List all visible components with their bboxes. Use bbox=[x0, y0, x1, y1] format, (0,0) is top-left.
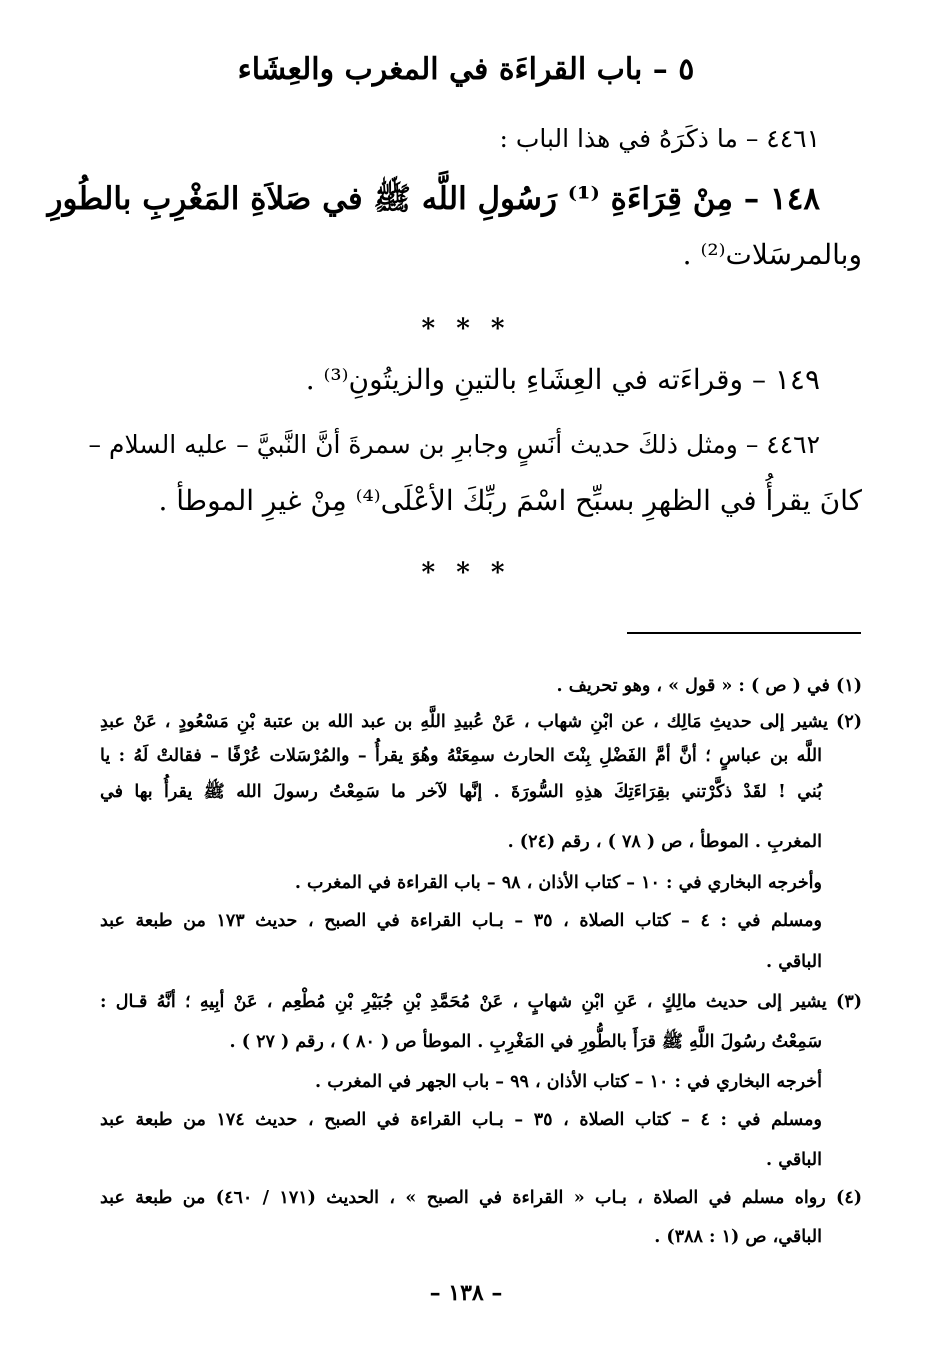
section-separator: * * * bbox=[421, 558, 511, 588]
paragraph-4461: ٤٤٦١ – ما ذكَرَهُ في هذا الباب : bbox=[499, 124, 820, 153]
section-separator: * * * bbox=[421, 314, 511, 344]
hadith-149: ١٤٩ – وقراءَته في العِشَاءِ بالتينِ والزيتُونِ⁽³⁾ . bbox=[305, 363, 820, 396]
footnote-2-line-5: وأخرجه البخاري في : ١٠ – كتاب الأذان ، ٩٨ – باب القراءة في المغرب . bbox=[294, 873, 822, 893]
footnote-2-line-4: المغربِ . الموطأ ، ص ( ٧٨ ) ، رقم (٢٤) . bbox=[507, 832, 822, 852]
footnote-3-line-3: أخرجه البخاري في : ١٠ – كتاب الأذان ، ٩٩ – باب الجهر في المغرب . bbox=[315, 1072, 822, 1092]
footnote-rule bbox=[627, 632, 861, 634]
footnote-3-line-1: (٣) يشير إلى حديث مالِكٍ ، عَنِ ابْنِ شهابٍ ، عَنْ مُحَمَّدِ بْنِ جُبَيْرِ بْنِ مُطْعِم ، عَنْ أبِيهِ ؛ أنَّهُ قـال : bbox=[100, 992, 862, 1012]
footnote-4-line-1: (٤) رواه مسلم في الصلاة ، بـاب « القراءة في الصبح » ، الحديث (١٧١ / ٤٦٠) من طبعة عبد bbox=[100, 1188, 863, 1208]
footnote-2-line-6: ومسلم في : ٤ – كتاب الصلاة ، ٣٥ – بـاب القراءة في الصبح ، حديث ١٧٣ من طبعة عبد bbox=[100, 911, 822, 931]
paragraph-4462-line-2: كانَ يقرأُ في الظهرِ بسبِّح اسْمَ ربِّكَ الأعْلَى⁽⁴⁾ مِنْ غيرِ الموطأ . bbox=[158, 484, 862, 517]
footnote-3-line-4: ومسلم في : ٤ – كتاب الصلاة ، ٣٥ – بـاب القراءة في الصبح ، حديث ١٧٤ من طبعة عبد bbox=[100, 1110, 822, 1130]
paragraph-4462-line-1: ٤٤٦٢ – ومثل ذلكَ حديث أنَسٍ وجابرِ بن سمرةَ أنَّ النَّبيَّ – عليه السلام – bbox=[88, 430, 820, 459]
footnote-2-line-1: (٢) يشير إلى حديثِ مَالِك ، عن ابْنِ شهاب ، عَنْ عُبيدِ اللَّهِ بن عبد الله بن عتبة بْنِ مَسْعُودٍ ، عَنْ عبدِ bbox=[100, 712, 862, 732]
footnote-4-line-2: الباقي، ص (١ : ٣٨٨) . bbox=[654, 1227, 822, 1247]
footnote-2-line-2: اللَّه بن عباسٍ ؛ أنَّ أمَّ الفَضْلِ بِنْتَ الحارث سمِعَتْهُ وهُوَ يقرأُ – والمُرْسَلات عُرْفًا – فقالتْ لَهُ : يا bbox=[100, 746, 822, 766]
footnote-2-line-3: بُني ! لقَدْ ذكَّرْتني بقِرَاءَتِكَ هذِهِ السُّورَةَ . إنَّها لآخر ما سَمِعْتُ رسولَ الله ﷺ يقرأُ بها في bbox=[100, 782, 822, 802]
footnote-3-line-2: سَمِعْتُ رسُولَ اللَّهِ ﷺ قرَأَ بالطُّورِ في المَغْرِبِ . الموطأ ص ( ٨٠ ) ، رقم ( ٢٧ ) . bbox=[229, 1032, 822, 1052]
footnote-3-line-5: الباقي . bbox=[766, 1150, 822, 1170]
page-number: – ١٣٨ – bbox=[429, 1280, 503, 1306]
hadith-148-line-1: ١٤٨ – مِنْ قِرَاءَةِ ⁽¹⁾ رَسُولِ اللَّه ﷺ في صَلاَةِ المَغْرِبِ بالطُورِ bbox=[47, 181, 820, 217]
hadith-148-line-2: وبالمرسَلات⁽²⁾ . bbox=[682, 238, 862, 271]
footnote-2-line-7: الباقي . bbox=[766, 952, 822, 972]
chapter-heading: ٥ – باب القراءَة في المغرب والعِشَاء bbox=[237, 52, 695, 87]
footnote-1: (١) في ( ص ) : « قول » ، وهو تحريف . bbox=[556, 676, 862, 696]
